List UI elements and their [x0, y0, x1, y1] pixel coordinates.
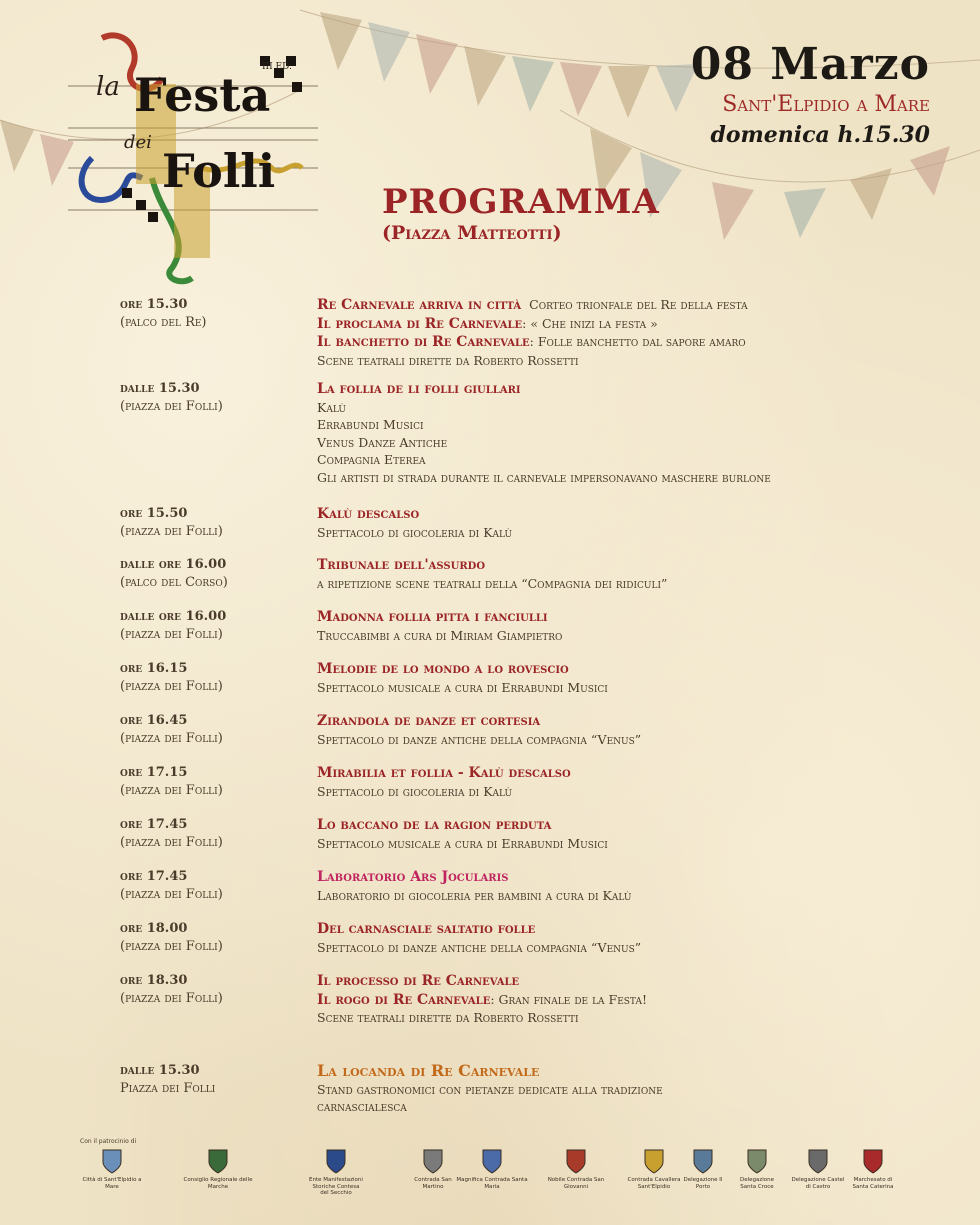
entry-line [317, 783, 917, 801]
entry-location: (piazza dei Folli) [120, 399, 223, 414]
entry-description: Spettacolo di giocoleria di Kalù [317, 524, 513, 540]
entry-description: : Folle banchetto dal sapore amaro [529, 334, 746, 349]
sponsor-logo [846, 1148, 900, 1190]
entry-time: ore 15.30 [120, 297, 188, 312]
entry-details [317, 712, 917, 748]
entry-line [317, 556, 917, 575]
sponsor-name: Marchesato di Santa Caterina [852, 1177, 894, 1190]
entry-location: (piazza dei Folli) [120, 627, 223, 642]
entry-line [317, 399, 917, 417]
entry-location: (piazza dei Folli) [120, 524, 223, 539]
entry-line [317, 660, 917, 679]
coat-of-arms-icon [862, 1148, 884, 1174]
sponsor-name: Delegazione Il Porto [683, 1177, 723, 1190]
entry-description: Spettacolo musicale a cura di Errabundi Musici [317, 835, 608, 851]
entry-when [120, 1062, 310, 1098]
event-date: 08 Marzo [690, 39, 930, 90]
entry-time: dalle ore 16.00 [120, 557, 227, 572]
entry-title: Il banchetto di Re Carnevale [317, 334, 530, 350]
entry-description: Spettacolo di giocoleria di Kalù [317, 783, 513, 799]
sponsor-logo [180, 1148, 256, 1190]
entry-description: Compagnia Eterea [317, 452, 426, 467]
entry-line [317, 352, 917, 370]
sponsor-logo [790, 1148, 846, 1190]
entry-title: Mirabilia et follia - Kalù descalso [317, 765, 571, 781]
entry-title: Il proclama di Re Carnevale [317, 315, 523, 332]
entry-line [317, 296, 917, 315]
logo-edition: III ED. [262, 62, 292, 72]
entry-when [120, 505, 310, 541]
entry-description: Venus Danze Antiche [317, 434, 448, 450]
sponsor-logo [80, 1148, 144, 1190]
sponsor-logo [308, 1148, 364, 1197]
entry-time: ore 18.30 [120, 973, 188, 988]
sponsor-name: Consiglio Regionale delle Marche [183, 1177, 253, 1190]
entry-description: Laboratorio di giocoleria per bambini a cura di Kalù [317, 887, 632, 903]
entry-details [317, 296, 917, 369]
entry-details [317, 556, 917, 592]
entry-line [317, 1098, 917, 1116]
sponsor-name: Magnifica Contrada Santa Maria [456, 1177, 528, 1190]
entry-line [317, 451, 917, 469]
entry-location: (piazza dei Folli) [120, 939, 223, 954]
entry-details [317, 608, 917, 644]
entry-time: ore 17.45 [120, 869, 188, 884]
entry-details [317, 1062, 917, 1116]
entry-line [317, 333, 917, 352]
entry-details [317, 972, 917, 1027]
entry-title: Tribunale dell'assurdo [317, 557, 486, 573]
coat-of-arms-icon [325, 1148, 347, 1174]
entry-when [120, 556, 310, 592]
entry-line [317, 712, 917, 731]
entry-line [317, 816, 917, 835]
entry-when [120, 868, 310, 904]
festa-dei-folli-logo [62, 28, 332, 288]
sponsor-logo [456, 1148, 528, 1190]
entry-title: Lo baccano de la ragion perduta [317, 817, 552, 833]
coat-of-arms-icon [643, 1148, 665, 1174]
entry-description: Scene teatrali dirette da Roberto Rossetti [317, 352, 579, 368]
entry-line [317, 524, 917, 542]
entry-time: dalle 15.30 [120, 381, 200, 396]
entry-title: Laboratorio Ars Jocularis [317, 869, 509, 885]
entry-description: carnascialesca [317, 1099, 407, 1114]
event-date-block [691, 40, 930, 150]
coat-of-arms-icon [807, 1148, 829, 1174]
entry-title: Kalù descalso [317, 506, 420, 522]
coat-of-arms-icon [692, 1148, 714, 1174]
entry-line [317, 868, 917, 887]
entry-line [317, 505, 917, 524]
entry-description: Errabundi Musici [317, 417, 424, 432]
entry-line [317, 608, 917, 627]
entry-location: Piazza dei Folli [120, 1081, 216, 1096]
entry-when [120, 972, 310, 1008]
entry-location: (piazza dei Folli) [120, 783, 223, 798]
sponsor-name: Città di Sant'Elpidio a Mare [82, 1177, 142, 1190]
entry-line [317, 764, 917, 783]
entry-when [120, 920, 310, 956]
entry-location: (piazza dei Folli) [120, 991, 223, 1006]
entry-time: ore 16.15 [120, 661, 188, 676]
entry-description: : « Che inizi la festa » [522, 315, 658, 331]
entry-description: Truccabimbi a cura di Miriam Giampietro [317, 627, 563, 643]
coat-of-arms-icon [101, 1148, 123, 1174]
sponsor-logo [626, 1148, 682, 1190]
entry-line [317, 627, 917, 645]
entry-line [317, 887, 917, 905]
entry-description: Kalù [317, 399, 346, 415]
entry-description: Spettacolo musicale a cura di Errabundi Musici [317, 679, 608, 695]
sponsor-logo [546, 1148, 606, 1190]
sponsor-name: Delegazione Castel di Castro [791, 1177, 845, 1190]
entry-time: ore 15.50 [120, 506, 188, 521]
entry-title: Il processo di Re Carnevale [317, 973, 520, 989]
entry-location: (palco del Re) [120, 315, 207, 330]
entry-line [317, 434, 917, 452]
entry-line [317, 416, 917, 434]
coat-of-arms-icon [565, 1148, 587, 1174]
sponsor-logo [678, 1148, 728, 1190]
entry-location: (piazza dei Folli) [120, 679, 223, 694]
entry-when [120, 816, 310, 852]
entry-description: : Gran finale de la Festa! [490, 991, 647, 1007]
entry-title: Re Carnevale arriva in città [317, 297, 522, 313]
entry-line [317, 972, 917, 991]
entry-when [120, 380, 310, 416]
entry-line [317, 315, 917, 334]
logo-dei: dei [124, 132, 152, 153]
patronage-label: Con il patrocinio di [80, 1138, 137, 1145]
entry-line [317, 380, 917, 399]
entry-line [317, 920, 917, 939]
entry-line [317, 1081, 917, 1099]
entry-location: (piazza dei Folli) [120, 887, 223, 902]
entry-time: ore 16.45 [120, 713, 188, 728]
entry-location: (palco del Corso) [120, 575, 228, 590]
entry-description: Corteo trionfale del Re della festa [529, 297, 748, 312]
entry-line [317, 1062, 917, 1081]
sponsor-name: Contrada Cavallera Sant'Elpidio [627, 1177, 681, 1190]
coat-of-arms-icon [207, 1148, 229, 1174]
entry-details [317, 764, 917, 800]
entry-description: Stand gastronomici con pietanze dedicate alla tradizione [317, 1081, 663, 1097]
entry-time: ore 17.45 [120, 817, 188, 832]
entry-time: dalle 15.30 [120, 1063, 200, 1078]
entry-line [317, 939, 917, 957]
entry-location: (piazza dei Folli) [120, 731, 223, 746]
entry-location: (piazza dei Folli) [120, 835, 223, 850]
entry-details [317, 505, 917, 541]
entry-line [317, 469, 917, 487]
sponsor-logo [406, 1148, 460, 1190]
logo-festa: Festa [134, 68, 271, 122]
entry-line [317, 835, 917, 853]
entry-title: Zirandola de danze et cortesia [317, 713, 541, 729]
coat-of-arms-icon [746, 1148, 768, 1174]
entry-description: Spettacolo di danze antiche della compagnia “Venus” [317, 731, 642, 747]
entry-when [120, 712, 310, 748]
entry-line [317, 991, 917, 1010]
entry-line [317, 679, 917, 697]
entry-time: ore 18.00 [120, 921, 188, 936]
coat-of-arms-icon [422, 1148, 444, 1174]
entry-title: Melodie de lo mondo a lo rovescio [317, 661, 569, 677]
entry-line [317, 1009, 917, 1027]
sponsor-name: Ente Manifestazioni Storiche Contesa del Secchio [309, 1177, 363, 1196]
sponsor-name: Contrada San Martino [414, 1177, 452, 1190]
logo-folli: Folli [162, 144, 276, 198]
entry-description: a ripetizione scene teatrali della “Compagnia dei ridiculi” [317, 575, 668, 591]
entry-when [120, 660, 310, 696]
entry-description: Spettacolo di danze antiche della compagnia “Venus” [317, 939, 642, 955]
sponsor-name: Delegazione Santa Croce [739, 1177, 775, 1190]
logo-la: la [96, 72, 120, 102]
entry-when [120, 296, 310, 332]
entry-line [317, 731, 917, 749]
entry-when [120, 608, 310, 644]
entry-details [317, 920, 917, 956]
entry-details [317, 380, 917, 486]
coat-of-arms-icon [481, 1148, 503, 1174]
sponsor-name: Nobile Contrada San Giovanni [547, 1177, 605, 1190]
event-place: Sant'Elpidio a Mare [722, 92, 930, 117]
program-subtitle: (Piazza Matteotti) [382, 222, 562, 244]
entry-title: Il rogo di Re Carnevale [317, 991, 491, 1008]
event-time: domenica h.15.30 [710, 122, 930, 148]
entry-time: ore 17.15 [120, 765, 188, 780]
entry-title: La follia de li folli giullari [317, 381, 521, 397]
entry-description: Scene teatrali dirette da Roberto Rossetti [317, 1010, 579, 1025]
sponsor-logo [732, 1148, 782, 1190]
entry-title: Del carnasciale saltatio folle [317, 921, 536, 937]
program-title: PROGRAMMA [382, 182, 660, 222]
entry-time: dalle ore 16.00 [120, 609, 227, 624]
sponsors-footer [80, 1138, 920, 1208]
entry-title: La locanda di Re Carnevale [317, 1061, 540, 1080]
entry-line [317, 575, 917, 593]
entry-description: Gli artisti di strada durante il carnevale impersonavano maschere burlone [317, 469, 771, 485]
entry-title: Madonna follia pitta i fanciulli [317, 609, 548, 625]
entry-details [317, 868, 917, 904]
entry-details [317, 816, 917, 852]
entry-details [317, 660, 917, 696]
entry-when [120, 764, 310, 800]
